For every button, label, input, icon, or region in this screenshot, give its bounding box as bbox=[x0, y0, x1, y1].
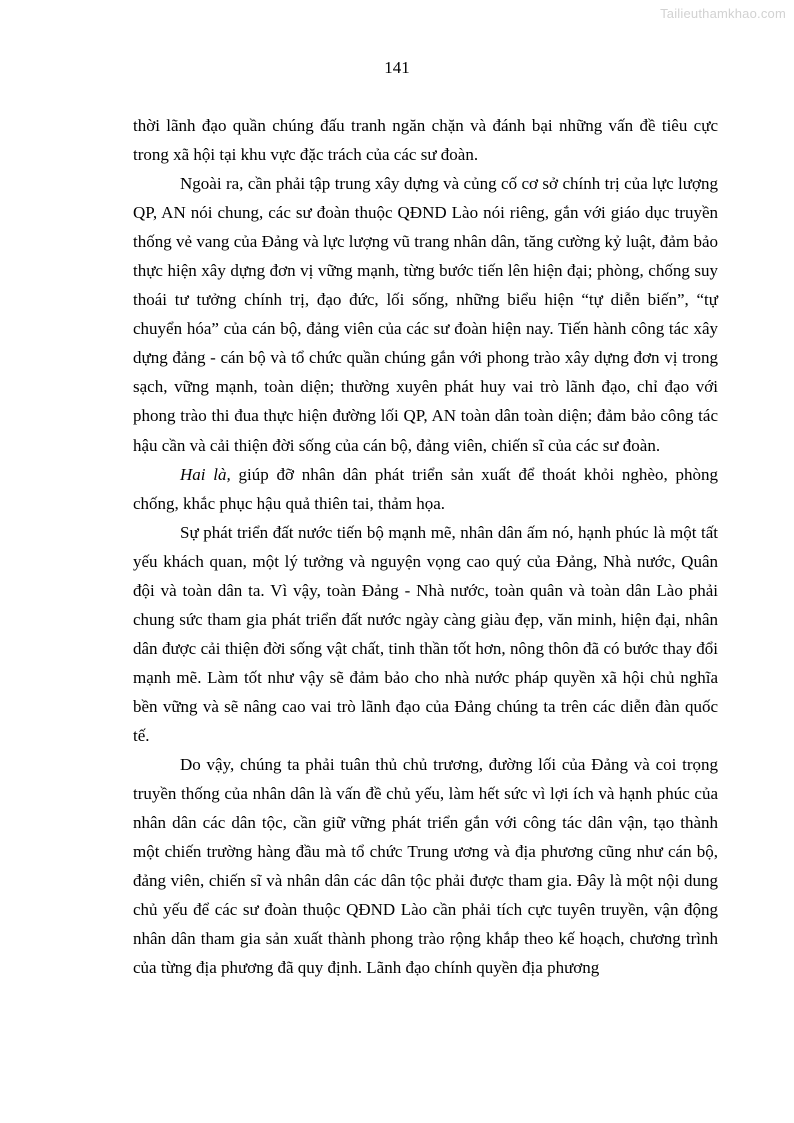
paragraph-3 bbox=[133, 460, 718, 518]
paragraph-3-body: giúp đỡ nhân dân phát triển sản xuất để thoát khỏi nghèo, phòng chống, khắc phục hậu quả thiên tai, thảm họa. bbox=[133, 464, 718, 513]
paragraph-2: Ngoài ra, cần phải tập trung xây dựng và củng cố cơ sở chính trị của lực lượng QP, AN nói chung, các sư đoàn thuộc QĐND Lào nói riêng, gắn với giáo dục truyền thống vẻ vang của Đảng và lực lượng vũ trang nhân dân, tăng cường kỷ luật, đảm bảo thực hiện xây dựng đơn vị vững mạnh, từng bước tiến lên hiện đại; phòng, chống suy thoái tư tưởng chính trị, đạo đức, lối sống, những biểu hiện “tự diễn biến”, “tự chuyển hóa” của cán bộ, đảng viên của các sư đoàn hiện nay. Tiến hành công tác xây dựng đảng - cán bộ và tổ chức quần chúng gắn với phong trào xây dựng đơn vị trong sạch, vững mạnh, toàn diện; thường xuyên phát huy vai trò lãnh đạo, chỉ đạo với phong trào thi đua thực hiện đường lối QP, AN toàn dân toàn diện; đảm bảo công tác hậu cần và cải thiện đời sống của cán bộ, đảng viên, chiến sĩ của các sư đoàn. bbox=[133, 174, 718, 455]
paragraph-1: thời lãnh đạo quần chúng đấu tranh ngăn chặn và đánh bại những vấn đề tiêu cực trong xã hội tại khu vực đặc trách của các sư đoàn. bbox=[133, 116, 718, 165]
page-number: 141 bbox=[384, 58, 410, 77]
paragraph-4: Sự phát triển đất nước tiến bộ mạnh mẽ, nhân dân ấm nó, hạnh phúc là một tất yếu khách quan, một lý tưởng và nguyện vọng cao quý của Đảng, Nhà nước, Quân đội và toàn dân ta. Vì vậy, toàn Đảng - Nhà nước, toàn quân và toàn dân Lào phải chung sức tham gia phát triển đất nước ngày càng giàu đẹp, văn minh, hiện đại, nhân dân được cải thiện đời sống vật chất, tinh thần tốt hơn, nông thôn đã có bước thay đổi mạnh mẽ. Làm tốt như vậy sẽ đảm bảo cho nhà nước pháp quyền xã hội chủ nghĩa bền vững và sẽ nâng cao vai trò lãnh đạo của Đảng chúng ta trên các diễn đàn quốc tế. bbox=[133, 522, 718, 745]
page-body bbox=[133, 111, 718, 982]
paragraph-5: Do vậy, chúng ta phải tuân thủ chủ trương, đường lối của Đảng và coi trọng truyền thống của nhân dân là vấn đề chủ yếu, làm hết sức vì lợi ích và hạnh phúc của nhân dân các dân tộc, cần giữ vững phát triển gắn với công tác dân vận, tạo thành một chiến trường hàng đầu mà tổ chức Trung ương và địa phương cũng như cán bộ, đảng viên, chiến sĩ và nhân dân các dân tộc phải được tham gia. Đây là một nội dung chủ yếu để các sư đoàn thuộc QĐND Lào cần phải tích cực tuyên truyền, vận động nhân dân tham gia sản xuất thành phong trào rộng khắp theo kế hoạch, chương trình của từng địa phương đã quy định. Lãnh đạo chính quyền địa phương bbox=[133, 755, 718, 978]
watermark-text: Tailieuthamkhao.com bbox=[660, 6, 786, 21]
paragraph-3-lead: Hai là, bbox=[180, 464, 231, 484]
